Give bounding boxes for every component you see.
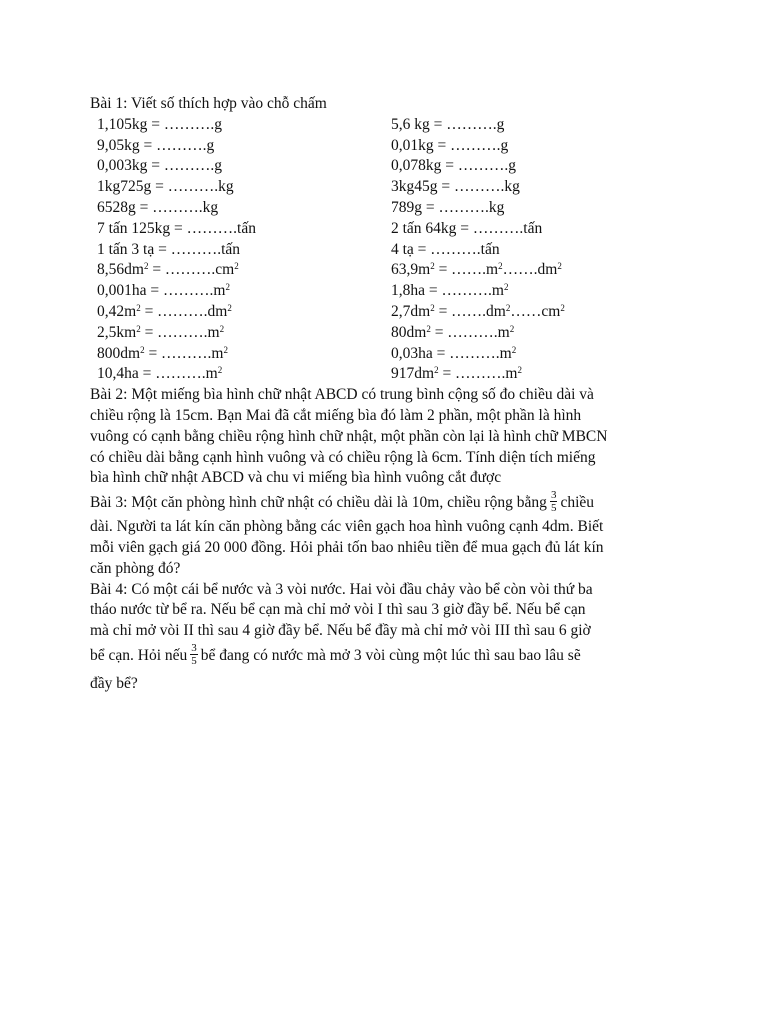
bai1-item: 2 tấn 64kg = ……….tấn <box>391 219 543 237</box>
bai2-line: vuông có cạnh bằng chiều rộng hình chữ nhật, một phần còn lại là hình chữ MBCN <box>90 427 608 445</box>
bai1-item: 5,6 kg = ……….g <box>391 115 505 133</box>
bai1-item: 1,105kg = ……….g <box>97 115 222 133</box>
bai1-item: 6528g = ……….kg <box>97 198 219 216</box>
bai4-line: tháo nước từ bể ra. Nếu bể cạn mà chỉ mở vòi I thì sau 3 giờ đầy bể. Nếu bể cạn <box>90 601 586 619</box>
bai2-line: chiều rộng là 15cm. Bạn Mai đã cắt miếng bìa đó làm 2 phần, một phần là hình <box>90 406 582 424</box>
bai3-line: căn phòng đó? <box>90 559 181 577</box>
bai2-paragraph <box>90 385 690 489</box>
bai2-line: Bài 2: Một miếng bìa hình chữ nhật ABCD có trung bình cộng số đo chiều dài và <box>90 386 594 404</box>
worksheet <box>90 94 690 698</box>
bai1-item: $0,42m^2$ = $\dots\dots\dots.dm^2$ <box>97 302 232 320</box>
fraction-three-fifths: $\frac{3}{5}$ <box>191 641 197 667</box>
bai1-item: $2,7dm^2$ = $\dots\dots.dm^2\dots\dots cm^2$ <box>391 302 565 320</box>
bai3-line: mỗi viên gạch giá 20 000 đồng. Hỏi phải tốn bao nhiêu tiền để mua gạch đủ lát kín <box>90 538 604 556</box>
bai1-item: $8,56dm^2$ = $\dots\dots\dots.cm^2$ <box>97 261 239 279</box>
bai1-item: 0,01kg = ……….g <box>391 136 509 154</box>
bai1-item: $1,8ha = \dots\dots\dots.m^2$ <box>391 282 509 300</box>
bai3-line: Bài 3: Một căn phòng hình chữ nhật có chiều dài là 10m, chiều rộng bằng $\frac{3}{5}$ chiều <box>90 489 595 515</box>
bai1-item: 4 tạ = ……….tấn <box>391 240 500 258</box>
bai4-line: Bài 4: Có một cái bể nước và 3 vòi nước. Hai vòi đầu chảy vào bể còn vòi thứ ba <box>90 580 593 598</box>
bai1-item: 0,003kg = ……….g <box>97 157 222 175</box>
bai4-paragraph <box>90 580 690 698</box>
bai1-item: $10,4ha = \dots\dots\dots.m^2$ <box>97 365 223 383</box>
bai1-item: 0,078kg = ……….g <box>391 157 516 175</box>
bai1-item: $800dm^2$ = $\dots\dots\dots.m^2$ <box>97 344 228 362</box>
bai4-line: đầy bể? <box>90 674 138 692</box>
bai1-title: Bài 1: Viết số thích hợp vào chỗ chấm <box>90 95 327 112</box>
bai4-line: mà chỉ mở vòi II thì sau 4 giờ đầy bể. Nếu bể đầy mà chỉ mở vòi III thì sau 6 giờ <box>90 622 591 640</box>
bai1-item: 789g = ……….kg <box>391 198 505 216</box>
bai1-area-grid <box>97 260 690 385</box>
bai1-item: $63,9m^2$ = $\dots\dots.m^2\dots\dots.dm^2$ <box>391 261 562 279</box>
bai1-item: $80dm^2$ = $\dots\dots\dots.m^2$ <box>391 323 515 341</box>
bai1-item: $917dm^2$ = $\dots\dots\dots.m^2$ <box>391 365 522 383</box>
bai3-line: dài. Người ta lát kín căn phòng bằng các viên gạch hoa hình vuông cạnh 4dm. Biết <box>90 518 604 536</box>
bai1-mass-grid <box>97 115 690 261</box>
bai2-line: có chiều dài bằng cạnh hình vuông và có chiều rộng là 6cm. Tính diện tích miếng <box>90 448 596 466</box>
bai1-item: $0,03ha = \dots\dots\dots.m^2$ <box>391 344 517 362</box>
bai1-item: $0,001ha = \dots\dots\dots.m^2$ <box>97 282 230 300</box>
fraction-three-fifths: $\frac{3}{5}$ <box>550 489 557 515</box>
bai1-item: 1 tấn 3 tạ = ……….tấn <box>97 240 241 258</box>
bai1-item: 9,05kg = ……….g <box>97 136 215 154</box>
bai2-line: bìa hình chữ nhật ABCD và chu vi miếng bìa hình vuông cắt được <box>90 469 502 487</box>
bai1-item: 3kg45g = ……….kg <box>391 178 520 196</box>
bai1-item: $2,5km^2$ = $\dots\dots\dots.m^2$ <box>97 323 225 341</box>
bai1-item: 7 tấn 125kg = ……….tấn <box>97 219 256 237</box>
bai3-paragraph <box>90 489 690 579</box>
bai4-line: bể cạn. Hỏi nếu $\frac{3}{5}$ bể đang có nước mà mở 3 vòi cùng một lúc thì sau bao lâu sẽ <box>90 641 581 667</box>
bai1-item: 1kg725g = ……….kg <box>97 178 234 196</box>
